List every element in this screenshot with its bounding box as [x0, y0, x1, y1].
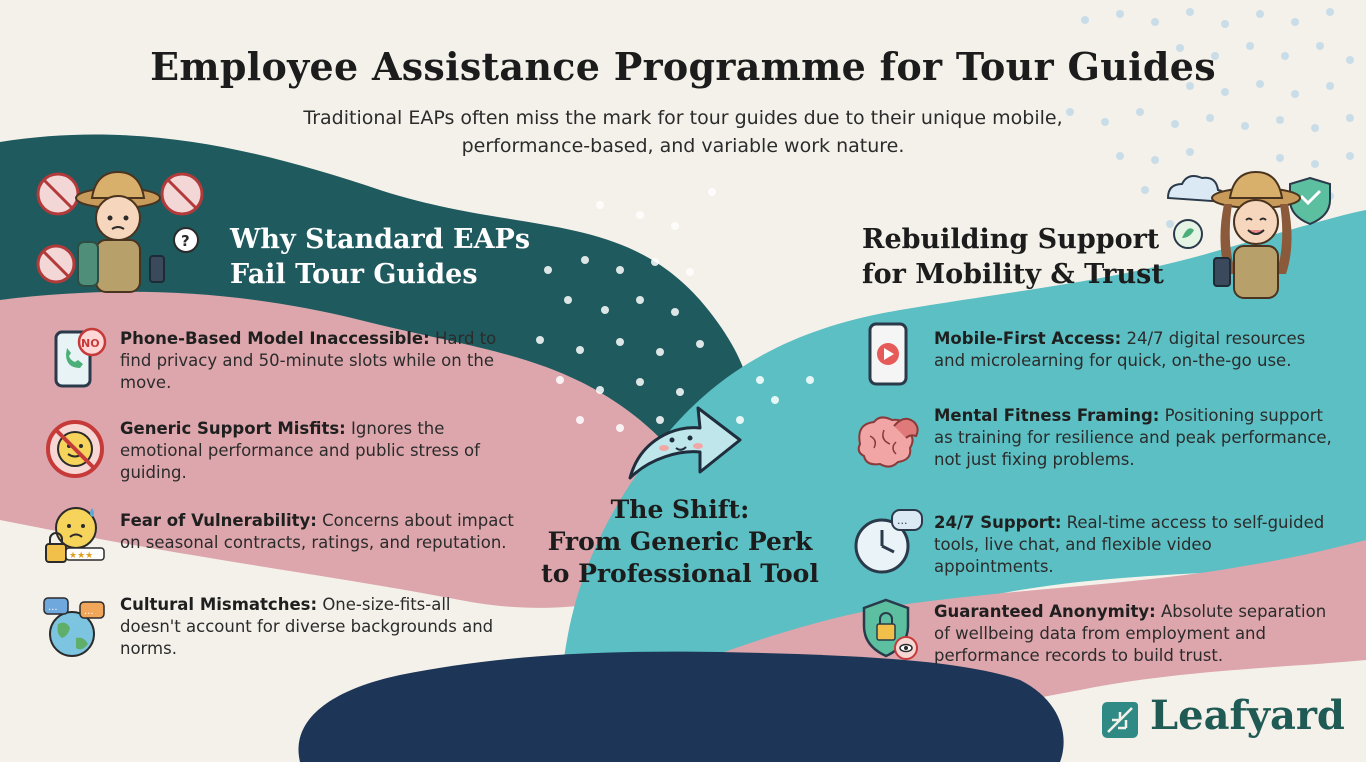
right-title-line2: for Mobility & Trust: [862, 259, 1164, 290]
shift-line3: to Professional Tool: [541, 559, 819, 588]
right-item-mental-fitness: [934, 405, 1334, 471]
right-item-text: Real-time access to self-guided tools, live chat, and flexible video appointments.: [934, 513, 1325, 576]
shift-line2: From Generic Perk: [547, 527, 813, 556]
svg-text:★★★: ★★★: [69, 551, 94, 561]
left-item-text: One-size-fits-all doesn't account for diverse backgrounds and norms.: [120, 595, 494, 658]
prohibited-smiley-icon: [44, 418, 106, 480]
left-section-title: [230, 222, 550, 292]
svg-text:...: ...: [84, 606, 94, 617]
worried-face-lock-icon: [42, 500, 108, 572]
left-item-heading: Generic Support Misfits:: [120, 419, 346, 438]
leafyard-logo: [1100, 694, 1350, 748]
left-item-heading: Cultural Mismatches:: [120, 595, 318, 614]
svg-text:...: ...: [48, 602, 58, 613]
no-badge-text: NO: [81, 337, 100, 350]
left-item-cultural-mismatch: [120, 594, 515, 660]
right-item-heading: Guaranteed Anonymity:: [934, 602, 1156, 621]
happy-tour-guide-illustration: [1160, 168, 1350, 306]
page-title: Employee Assistance Programme for Tour Guides: [150, 44, 1216, 89]
left-title-line1: Why Standard EAPs: [230, 224, 531, 255]
right-item-text: Positioning support as training for resilience and peak performance, not just fixing problems.: [934, 406, 1332, 469]
shift-title: [540, 494, 820, 590]
left-item-text: Hard to find privacy and 50-minute slots while on the move.: [120, 329, 497, 392]
svg-text:?: ?: [181, 232, 190, 250]
right-title-line1: Rebuilding Support: [862, 224, 1160, 255]
right-section-title: [862, 222, 1182, 292]
right-item-heading: Mental Fitness Framing:: [934, 406, 1160, 425]
left-item-heading: Fear of Vulnerability:: [120, 511, 317, 530]
svg-text:...: ...: [897, 514, 908, 527]
right-item-247-support: [934, 512, 1334, 578]
brand-name: Leafyard: [1150, 692, 1345, 739]
left-item-phone-based: [120, 328, 515, 394]
page-subtitle: Traditional EAPs often miss the mark for tour guides due to their unique mobile, performance-based, and variable work nature.: [303, 107, 1063, 157]
shield-lock-eye-icon: [858, 596, 922, 664]
mobile-video-icon: [866, 322, 912, 388]
left-item-text: Ignores the emotional performance and public stress of guiding.: [120, 419, 480, 482]
right-item-text: 24/7 digital resources and microlearning for quick, on-the-go use.: [934, 329, 1306, 370]
brain-muscle-icon: [850, 412, 928, 478]
confused-tour-guide-illustration: [30, 168, 210, 308]
right-item-heading: 24/7 Support:: [934, 513, 1062, 532]
clock-chat-icon: [852, 506, 926, 576]
left-item-text: Concerns about impact on seasonal contracts, ratings, and reputation.: [120, 511, 514, 552]
shift-line1: The Shift:: [610, 495, 750, 524]
left-item-fear-vulnerability: [120, 510, 520, 554]
right-item-text: Absolute separation of wellbeing data from employment and performance records to build trust.: [934, 602, 1327, 665]
right-item-heading: Mobile-First Access:: [934, 329, 1122, 348]
right-item-mobile-first: [934, 328, 1334, 372]
right-item-anonymity: [934, 601, 1334, 667]
left-title-line2: Fail Tour Guides: [230, 259, 478, 290]
leaf-logo-icon: [1100, 700, 1140, 740]
left-item-heading: Phone-Based Model Inaccessible:: [120, 329, 430, 348]
globe-chat-icon: [40, 594, 110, 660]
phone-no-icon: [50, 326, 108, 390]
left-item-generic-support: [120, 418, 515, 484]
